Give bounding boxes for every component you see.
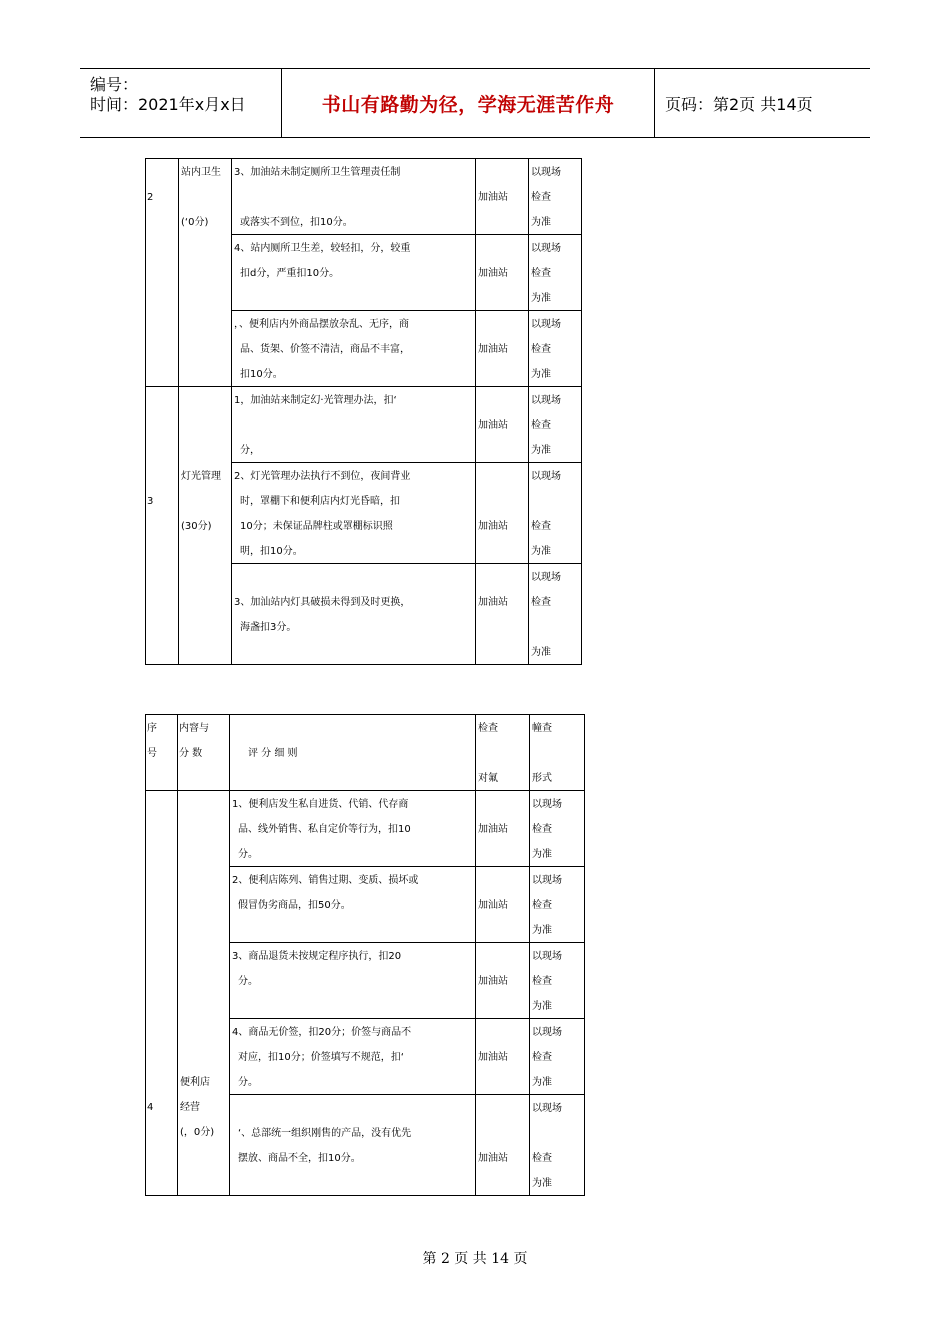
detail-line: 1，加油站来制定幻·光管理办法，扣‘ xyxy=(234,395,397,406)
detail-line: 分。 xyxy=(238,849,258,860)
seq-cell xyxy=(146,387,179,665)
detail-line: 明，扣10分。 xyxy=(240,546,303,557)
detail-line: 品、货架、价签不清洁，商品不丰富， xyxy=(240,344,410,355)
form-cell xyxy=(530,1095,585,1196)
form-line: 以现场 xyxy=(531,395,561,406)
form-line: 为准 xyxy=(532,849,552,860)
form-line: 检查 xyxy=(531,268,551,279)
category-cell xyxy=(179,159,232,387)
category-cell xyxy=(179,387,232,665)
form-line: 检查 xyxy=(531,521,551,532)
form-line: 检查 xyxy=(532,1052,552,1063)
detail-line: 分。 xyxy=(238,976,258,987)
header-form-line: 幢查 xyxy=(532,723,552,734)
form-line: 检查 xyxy=(531,420,551,431)
form-line: 以现场 xyxy=(532,799,562,810)
header-object-line: 对氟 xyxy=(478,773,498,784)
header-form-line: 形式 xyxy=(532,773,552,784)
category-score: (，0分) xyxy=(180,1127,215,1138)
form-line: 为准 xyxy=(531,647,551,658)
detail-line: ，、便利店内外商品摆放杂乱、无序，商 xyxy=(234,319,409,330)
detail-line: 3、加汕站内灯具破损未得到及时更换， xyxy=(234,597,411,608)
form-line: 以现场 xyxy=(531,167,561,178)
form-line: 检查 xyxy=(532,900,552,911)
form-line: 以现场 xyxy=(532,951,562,962)
header-seq-cell xyxy=(146,715,178,791)
form-line: 以现场 xyxy=(532,875,562,886)
form-line: 为准 xyxy=(531,369,551,380)
form-cell xyxy=(530,943,585,1019)
object-cell xyxy=(476,1095,530,1196)
detail-line: 海盏扣3分。 xyxy=(240,622,297,633)
object-cell xyxy=(476,1019,530,1095)
seq-number: 3 xyxy=(147,496,154,507)
form-line: 为准 xyxy=(532,925,552,936)
detail-cell xyxy=(230,943,476,1019)
object-cell xyxy=(476,311,529,387)
form-line: 检查 xyxy=(531,597,551,608)
inspection-object: 加汕站 xyxy=(478,900,508,911)
header-seq-line: 序 xyxy=(147,723,157,734)
detail-cell xyxy=(232,387,476,463)
scoring-table-1 xyxy=(145,158,582,665)
form-cell xyxy=(529,463,582,564)
detail-line: 分。 xyxy=(238,1077,258,1088)
form-line: 以现场 xyxy=(531,243,561,254)
seq-cell xyxy=(146,791,178,1196)
detail-line: 2、灯光管理办法执行不到位，夜间背业 xyxy=(234,471,411,482)
header-detail-cell xyxy=(230,715,476,791)
scoring-table-2 xyxy=(145,714,585,1196)
form-line: 检查 xyxy=(532,824,552,835)
form-line: 检查 xyxy=(532,976,552,987)
header-motto-cell xyxy=(282,69,655,137)
form-line: 为准 xyxy=(531,217,551,228)
object-cell xyxy=(476,463,529,564)
inspection-object: 加油站 xyxy=(478,824,508,835)
detail-cell xyxy=(232,311,476,387)
header-object-line: 检查 xyxy=(478,723,498,734)
form-line: 以现场 xyxy=(531,471,561,482)
header-page-info: 页码：第2页 共14页 xyxy=(665,94,813,114)
detail-cell xyxy=(230,867,476,943)
object-cell xyxy=(476,387,529,463)
category-score: (‘0分) xyxy=(181,217,209,228)
form-cell xyxy=(529,159,582,235)
category-name: 站内卫生 xyxy=(181,167,221,178)
detail-line: 或落实不到位，扣10分。 xyxy=(240,217,353,228)
form-line: 以现场 xyxy=(532,1027,562,1038)
detail-line: 品、线外销售、私自定价等行为，扣10 xyxy=(238,824,411,835)
inspection-object: 加油站 xyxy=(478,597,508,608)
document-number-label: 编号： xyxy=(90,75,139,94)
form-line: 为准 xyxy=(532,1001,552,1012)
detail-line: ‘、总部统一组织刚售的产品，没有优先 xyxy=(238,1128,412,1139)
inspection-object: 加油站 xyxy=(478,1153,508,1164)
inspection-object: 加油站 xyxy=(478,192,508,203)
detail-cell xyxy=(230,1019,476,1095)
category-name: 便利店 xyxy=(180,1077,210,1088)
inspection-object: 加油站 xyxy=(478,268,508,279)
detail-cell xyxy=(232,159,476,235)
detail-cell xyxy=(232,463,476,564)
detail-cell xyxy=(232,564,476,665)
category-score: (30分) xyxy=(181,521,212,532)
seq-number: 4 xyxy=(147,1102,154,1113)
detail-line: 摆放、商品不全，扣10分。 xyxy=(238,1153,361,1164)
detail-line: 10分；未保证品牌柱或罩棚标识照 xyxy=(240,521,393,532)
form-cell xyxy=(529,235,582,311)
detail-line: 时，罩棚下和便利店内灯光昏暗，扣 xyxy=(240,496,400,507)
form-line: 检查 xyxy=(532,1153,552,1164)
detail-line: 4、站内厕所卫生差，较轻扣，分，较重 xyxy=(234,243,411,254)
category-name: 经营 xyxy=(180,1102,200,1113)
object-cell xyxy=(476,564,529,665)
header-content-cell xyxy=(178,715,230,791)
detail-line: 2、便利店陈列、销售过期、变质、损坏或 xyxy=(232,875,419,886)
detail-line: 4、商品无价签，扣20分；价签与商品不 xyxy=(232,1027,412,1038)
object-cell xyxy=(476,159,529,235)
form-cell xyxy=(530,791,585,867)
form-cell xyxy=(529,311,582,387)
form-line: 为准 xyxy=(532,1077,552,1088)
page-header xyxy=(80,68,870,138)
form-line: 以现场 xyxy=(531,319,561,330)
form-line: 以现场 xyxy=(532,1103,562,1114)
header-page-cell xyxy=(655,69,870,137)
form-line: 为准 xyxy=(531,546,551,557)
category-cell xyxy=(178,791,230,1196)
header-content-line: 分 数 xyxy=(179,748,203,759)
inspection-object: 加油站 xyxy=(478,420,508,431)
detail-line: 扣d分，严重扣10分。 xyxy=(240,268,340,279)
form-line: 以现场 xyxy=(531,572,561,583)
form-cell xyxy=(529,387,582,463)
form-cell xyxy=(529,564,582,665)
detail-line: 扣10分。 xyxy=(240,369,283,380)
header-detail-label: 评 分 细 则 xyxy=(248,748,298,759)
motto-text: 书山有路勤为径，学海无涯苦作舟 xyxy=(321,93,615,116)
inspection-object: 加油站 xyxy=(478,521,508,532)
page-footer: 第 2 页 共 14 页 xyxy=(422,1251,528,1267)
header-object-cell xyxy=(476,715,530,791)
detail-cell xyxy=(230,791,476,867)
detail-cell xyxy=(230,1095,476,1196)
detail-line: 3、商品退货未按规定程序执行，扣20 xyxy=(232,951,402,962)
detail-line: 3、加油站未制定厕所卫生管理责任制 xyxy=(234,167,401,178)
header-form-cell xyxy=(530,715,585,791)
header-meta-cell xyxy=(80,69,282,137)
header-seq-line: 号 xyxy=(147,748,157,759)
form-line: 检查 xyxy=(531,344,551,355)
category-name: 灯光管理 xyxy=(181,471,221,482)
inspection-object: 加油站 xyxy=(478,344,508,355)
inspection-object: 加油站 xyxy=(478,1052,508,1063)
form-cell xyxy=(530,867,585,943)
object-cell xyxy=(476,943,530,1019)
form-line: 检查 xyxy=(531,192,551,203)
detail-line: 分， xyxy=(240,445,260,456)
inspection-object: 加油站 xyxy=(478,976,508,987)
seq-cell xyxy=(146,159,179,387)
document-time-label: 时间：2021年x月x日 xyxy=(90,95,246,114)
object-cell xyxy=(476,867,530,943)
form-cell xyxy=(530,1019,585,1095)
detail-line: 1、便利店发生私自进货、代销、代存商 xyxy=(232,799,409,810)
form-line: 为准 xyxy=(532,1178,552,1189)
detail-cell xyxy=(232,235,476,311)
detail-line: 假冒伪劣商品，扣50分。 xyxy=(238,900,351,911)
object-cell xyxy=(476,235,529,311)
detail-line: 对应，扣10分；价签填写不规范，扣‘ xyxy=(238,1052,404,1063)
object-cell xyxy=(476,791,530,867)
header-content-line: 内窨与 xyxy=(179,723,209,734)
seq-number: 2 xyxy=(147,192,154,203)
form-line: 为准 xyxy=(531,293,551,304)
form-line: 为准 xyxy=(531,445,551,456)
